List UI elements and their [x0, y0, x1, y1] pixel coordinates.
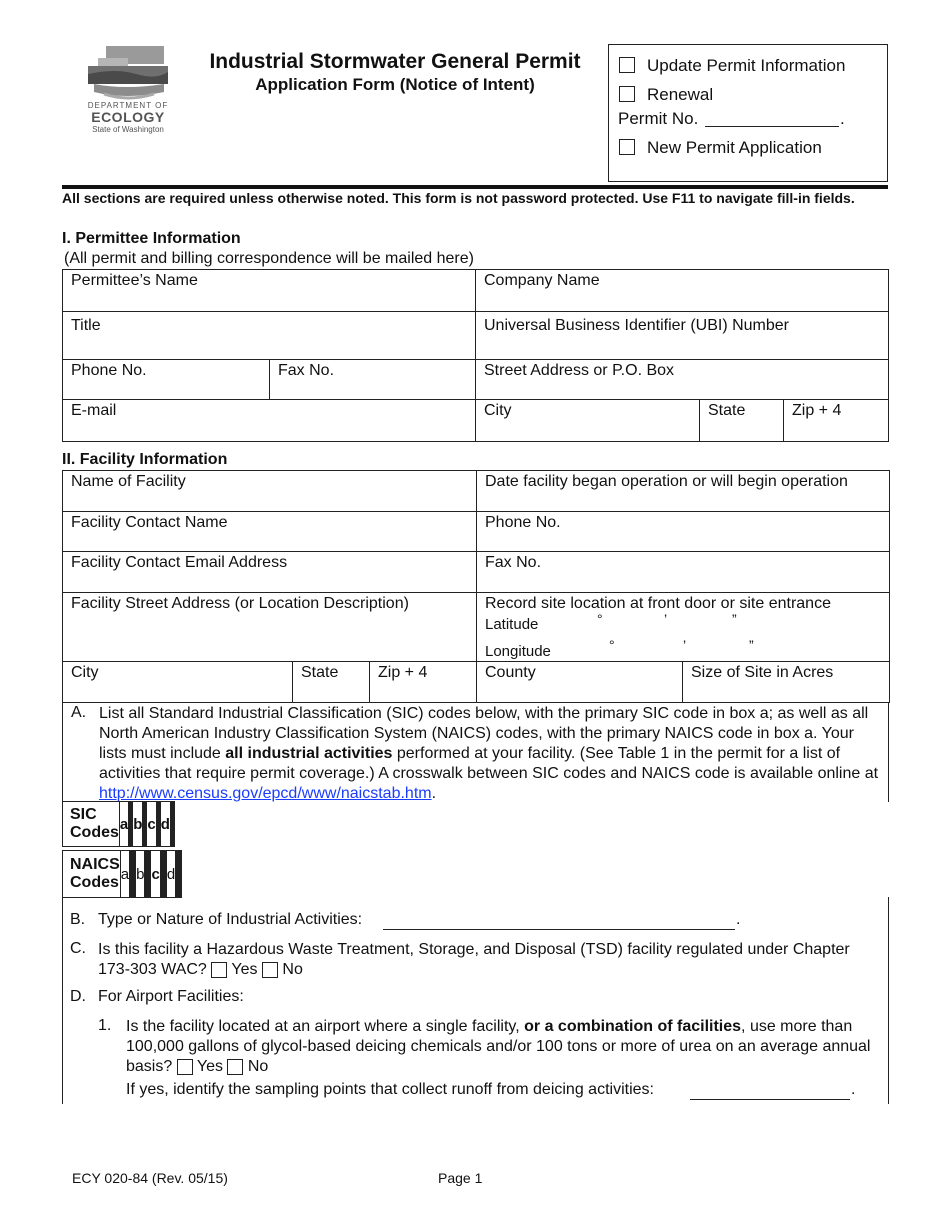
zip-label: Zip + 4: [792, 402, 842, 419]
ubi-label: Universal Business Identifier (UBI) Number: [484, 317, 789, 334]
facility-fax-field[interactable]: [477, 552, 890, 593]
naics-box-a-label: a: [120, 851, 129, 898]
airport-yes-label: Yes: [196, 1058, 223, 1075]
item-a-end: .: [431, 785, 437, 802]
lower-right-border: [888, 897, 889, 1104]
fax-label: Fax No.: [278, 362, 335, 379]
title-field[interactable]: [63, 312, 476, 360]
logo-text-state: State of Washington: [92, 125, 164, 134]
facility-phone-field[interactable]: [477, 512, 890, 552]
permittee-name-label: Permittee’s Name: [71, 272, 198, 289]
item-d1-num: 1.: [98, 1017, 112, 1034]
sic-box-c-label: c: [147, 802, 156, 847]
naics-codes-grid: [62, 850, 182, 898]
contact-email-label: Facility Contact Email Address: [71, 554, 288, 571]
naics-box-c-label: c: [151, 851, 160, 898]
item-d1-text1: Is the facility located at an airport where a single facility,: [126, 1018, 525, 1035]
page-title: Industrial Stormwater General Permit: [209, 50, 581, 73]
company-name-field[interactable]: [476, 270, 889, 312]
longitude-deg: °: [609, 637, 615, 653]
company-name-label: Company Name: [484, 272, 600, 289]
site-size-field[interactable]: [683, 662, 890, 703]
sic-box-b-label: b: [133, 802, 143, 847]
item-b-end: .: [736, 911, 741, 928]
city-field[interactable]: [476, 400, 700, 442]
site-size-label: Size of Site in Acres: [691, 664, 834, 681]
phone-label: Phone No.: [71, 362, 147, 379]
facility-city-field[interactable]: [63, 662, 293, 703]
latitude-label: Latitude: [485, 616, 539, 633]
naics-box-b-label: b: [136, 851, 145, 898]
date-began-label: Date facility began operation or will begin operation: [485, 473, 848, 490]
longitude-sec: ”: [749, 637, 754, 653]
latitude-deg: °: [597, 611, 603, 627]
contact-name-field[interactable]: [63, 512, 477, 552]
item-d1-text: [126, 1017, 871, 1077]
longitude-label: Longitude: [485, 643, 551, 660]
new-app-checkbox[interactable]: [619, 139, 635, 155]
page-subtitle: Application Form (Notice of Intent): [255, 75, 535, 94]
naics-crosswalk-link[interactable]: http://www.census.gov/epcd/www/naicstab.htm: [99, 785, 432, 802]
facility-phone-label: Phone No.: [485, 514, 561, 531]
item-d1-followup: If yes, identify the sampling points that collect runoff from deicing activities:: [126, 1081, 654, 1098]
phone-field[interactable]: [63, 360, 270, 400]
item-d1-text2: , use more than 100,000 gallons of glycol-based deicing chemicals and/or 100 tons or more of urea on an average annual basis?: [126, 1018, 871, 1075]
renewal-checkbox[interactable]: [619, 86, 635, 102]
facility-fax-label: Fax No.: [485, 554, 542, 571]
street-field[interactable]: [476, 360, 889, 400]
sampling-points-input[interactable]: [690, 1081, 850, 1100]
item-b-letter: B.: [70, 911, 86, 928]
ecology-logo-icon: [86, 44, 170, 102]
tsd-yes-checkbox[interactable]: [211, 962, 227, 978]
section1-note: (All permit and billing correspondence will be mailed here): [64, 250, 474, 267]
facility-name-field[interactable]: [63, 471, 477, 512]
item-b-text: Type or Nature of Industrial Activities:: [98, 911, 363, 928]
notice-text: All sections are required unless otherwise noted. This form is not password protected. Use F11 to navigate fill-in fields.: [62, 190, 855, 206]
logo-text-ecology: ECOLOGY: [91, 109, 165, 125]
facility-street-label: Facility Street Address (or Location Description): [71, 595, 409, 612]
permit-no-period: .: [840, 109, 845, 128]
item-a-letter: A.: [71, 704, 87, 721]
naics-digit[interactable]: [181, 851, 182, 898]
facility-state-field[interactable]: [293, 662, 370, 703]
longitude-min: ’: [683, 637, 687, 653]
application-type-box: [608, 44, 888, 182]
facility-city-label: City: [71, 664, 99, 681]
naics-codes-label: NAICS Codes: [63, 851, 121, 898]
naics-box-d-label: d: [166, 851, 175, 898]
facility-zip-field[interactable]: [370, 662, 477, 703]
sic-box-d-label: d: [160, 802, 170, 847]
facility-street-field[interactable]: [63, 593, 477, 662]
tsd-no-label: No: [282, 961, 303, 978]
item-a-text2: performed at your facility. (See Table 1 in the permit for a list of activities that require permit coverage.) A crosswalk between SIC codes and NAICS code is available online at: [99, 745, 879, 782]
facility-zip-label: Zip + 4: [378, 664, 428, 681]
airport-no-checkbox[interactable]: [227, 1059, 243, 1075]
footer-form-number: ECY 020-84 (Rev. 05/15): [72, 1170, 228, 1186]
tsd-no-checkbox[interactable]: [262, 962, 278, 978]
permittee-name-field[interactable]: [63, 270, 476, 312]
airport-yes-checkbox[interactable]: [177, 1059, 193, 1075]
sic-codes-label: SIC Codes: [63, 802, 120, 847]
header-rule: [62, 185, 888, 189]
state-field[interactable]: [700, 400, 784, 442]
industrial-activities-input[interactable]: [383, 911, 735, 930]
item-d-text: For Airport Facilities:: [98, 988, 244, 1005]
site-location-field[interactable]: [477, 593, 890, 662]
permit-no-label: Permit No.: [618, 109, 699, 128]
item-a-text1: List all Standard Industrial Classification (SIC) codes below, with the primary SIC code in box a; as well as all North American Industry Classification System (NAICS) codes, with the primary NAICS code in box a. Your lists must include: [99, 705, 869, 762]
item-d1-bold: or a combination of facilities: [524, 1018, 742, 1035]
item-a-box: [62, 702, 889, 802]
new-app-label: New Permit Application: [647, 138, 822, 157]
facility-table: [62, 470, 890, 703]
ubi-field[interactable]: [476, 312, 889, 360]
state-label: State: [708, 402, 746, 419]
item-d-letter: D.: [70, 988, 86, 1005]
section2-title: II. Facility Information: [62, 451, 228, 468]
record-location-label: Record site location at front door or site entrance: [485, 595, 831, 612]
zip-field[interactable]: [784, 400, 889, 442]
sic-box-a-label: a: [119, 802, 128, 847]
item-a-bold: all industrial activities: [225, 745, 393, 762]
permittee-table: [62, 269, 889, 442]
lower-left-border: [62, 897, 63, 1104]
latitude-sec: ”: [732, 611, 737, 627]
item-c-letter: C.: [70, 940, 86, 957]
facility-state-label: State: [301, 664, 339, 681]
renewal-label: Renewal: [647, 85, 714, 104]
logo-text-dept: DEPARTMENT OF: [87, 101, 169, 110]
fax-field[interactable]: [270, 360, 476, 400]
email-field[interactable]: [63, 400, 476, 442]
county-field[interactable]: [477, 662, 683, 703]
permit-no-input[interactable]: [705, 109, 839, 127]
item-d1-end: .: [851, 1081, 856, 1098]
airport-no-label: No: [247, 1058, 269, 1075]
section1-title: I. Permittee Information: [62, 230, 241, 247]
title-label: Title: [71, 317, 101, 334]
update-label: Update Permit Information: [647, 56, 846, 75]
item-a-text: [99, 704, 885, 804]
ecology-logo: [86, 44, 170, 136]
sic-digit[interactable]: [173, 802, 174, 847]
contact-name-label: Facility Contact Name: [71, 514, 228, 531]
contact-email-field[interactable]: [63, 552, 477, 593]
item-c-question: Is this facility a Hazardous Waste Treatment, Storage, and Disposal (TSD) facility regulated under Chapter 173-303 WAC?: [98, 941, 850, 978]
latitude-min: ’: [664, 611, 668, 627]
county-label: County: [485, 664, 536, 681]
date-began-field[interactable]: [477, 471, 890, 512]
footer-page-number: Page 1: [438, 1170, 483, 1186]
update-checkbox[interactable]: [619, 57, 635, 73]
email-label: E-mail: [71, 402, 117, 419]
street-label: Street Address or P.O. Box: [484, 362, 675, 379]
sic-codes-grid: [62, 801, 175, 847]
facility-name-label: Name of Facility: [71, 473, 186, 490]
city-label: City: [484, 402, 512, 419]
item-c-text: [98, 940, 858, 980]
tsd-yes-label: Yes: [231, 961, 258, 978]
